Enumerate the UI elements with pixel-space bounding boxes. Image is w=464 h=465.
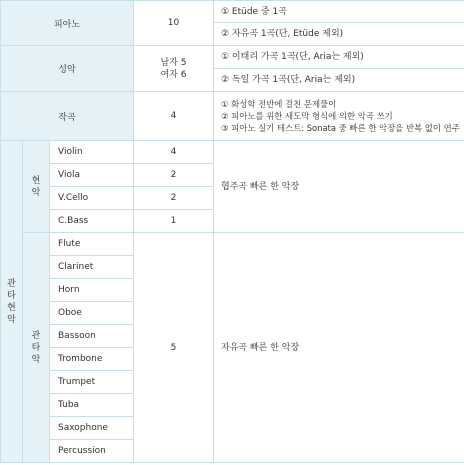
instrument-name: Saxophone: [50, 417, 134, 440]
vocal-row-1: [1, 46, 464, 69]
piano-requirement-2: ② 자유곡 1곡(단, Etüde 제외): [214, 23, 464, 46]
vocal-count-male: 남자 5: [160, 57, 187, 68]
instrument-name: Oboe: [50, 302, 134, 325]
composition-requirement-3: ③ 피아노 실기 테스트: Sonata 중 빠른 한 악장을 반복 없이 연주: [221, 123, 460, 133]
vocal-count-female: 여자 6: [160, 69, 187, 80]
instrument-name: Clarinet: [50, 256, 134, 279]
strings-label: 현 악: [23, 141, 50, 233]
instrument-name: Bassoon: [50, 325, 134, 348]
winds-requirement: 자유곡 빠른 한 악장: [214, 233, 464, 463]
instrument-name: Trumpet: [50, 371, 134, 394]
vocal-requirement-2: ② 독일 가곡 1곡(단, Aria는 제외): [214, 69, 464, 92]
strings-requirement: 협주곡 빠른 한 악장: [214, 141, 464, 233]
piano-label: 피아노: [1, 1, 134, 46]
winds-count: 5: [134, 233, 214, 463]
piano-count: 10: [134, 1, 214, 46]
instrument-name: C.Bass: [50, 210, 134, 233]
vocal-label: 성악: [1, 46, 134, 92]
instrument-count: 4: [134, 141, 214, 164]
instrument-name: Flute: [50, 233, 134, 256]
vocal-requirement-1: ① 이태리 가곡 1곡(단, Aria는 제외): [214, 46, 464, 69]
instrument-name: V.Cello: [50, 187, 134, 210]
instrument-count: 2: [134, 187, 214, 210]
instrument-name: Viola: [50, 164, 134, 187]
composition-requirements: [214, 92, 464, 141]
composition-count: 4: [134, 92, 214, 141]
composition-label: 작곡: [1, 92, 134, 141]
piano-row-1: [1, 1, 464, 23]
piano-requirement-1: ① Etüde 중 1곡: [214, 1, 464, 23]
composition-requirement-2: ② 피아노를 위한 세도막 형식에 의한 악곡 쓰기: [221, 111, 393, 121]
instrument-name: Tuba: [50, 394, 134, 417]
composition-row: [1, 92, 464, 141]
orchestra-label: 관 타 현 악: [1, 141, 23, 463]
winds-label: 관 타 악: [23, 233, 50, 463]
string-row-violin: [1, 141, 464, 164]
composition-requirement-1: ① 화성학 전반에 걸친 문제풀이: [221, 99, 337, 109]
instrument-name: Horn: [50, 279, 134, 302]
instrument-name: Percussion: [50, 440, 134, 463]
instrument-count: 2: [134, 164, 214, 187]
instrument-count: 1: [134, 210, 214, 233]
vocal-count: [134, 46, 214, 92]
wind-row-flute: [1, 233, 464, 256]
instrument-name: Trombone: [50, 348, 134, 371]
instrument-name: Violin: [50, 141, 134, 164]
